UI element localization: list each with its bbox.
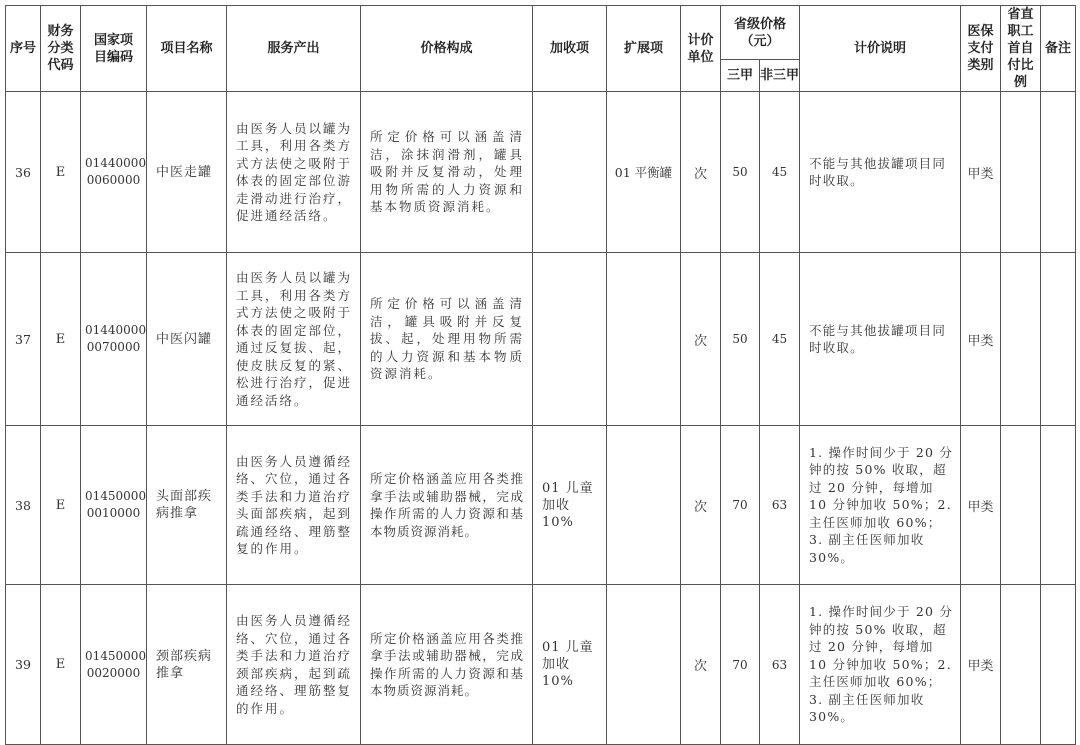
pricing-table — [5, 5, 1076, 745]
header-prov-price: 省级价格（元） — [721, 6, 800, 60]
header-unit: 计价单位 — [681, 6, 721, 92]
cell-surcharge — [533, 253, 607, 426]
cell-non-tier3a: 63 — [760, 426, 800, 585]
cell-surcharge: 01 儿童加收 10% — [533, 426, 607, 585]
cell-tier3a: 70 — [721, 426, 760, 585]
cell-self-pay — [1001, 585, 1041, 745]
header-fin-code: 财务分类代码 — [41, 6, 81, 92]
cell-unit: 次 — [681, 92, 721, 253]
cell-price-comp: 所定价格可以涵盖清洁，涂抹润滑剂，罐具吸附并反复滑动，处理用物所需的人力资源和基本物质资源消耗。 — [361, 92, 533, 253]
cell-non-tier3a: 45 — [760, 253, 800, 426]
cell-insurance: 甲类 — [961, 585, 1001, 745]
cell-fin-code: E — [41, 92, 81, 253]
cell-tier3a: 50 — [721, 92, 760, 253]
cell-insurance: 甲类 — [961, 253, 1001, 426]
cell-output: 由医务人员以罐为工具，利用各类方式方法使之吸附于体表的固定部位游走滑动进行治疗，促进通经活络。 — [227, 92, 361, 253]
cell-price-comp: 所定价格涵盖应用各类推拿手法或辅助器械，完成操作所需的人力资源和基本物质资源消耗。 — [361, 426, 533, 585]
cell-nat-code: 01450000 0010000 — [81, 426, 147, 585]
cell-seq: 37 — [6, 253, 41, 426]
cell-name: 头面部疾病推拿 — [147, 426, 227, 585]
header-remark: 备注 — [1041, 6, 1076, 92]
cell-extension — [607, 253, 681, 426]
header-insurance: 医保支付类别 — [961, 6, 1001, 92]
cell-output: 由医务人员遵循经络、穴位，通过各类手法和力道治疗头面部疾病，起到疏通经络、理筋整复的作用。 — [227, 426, 361, 585]
table-header — [6, 6, 1076, 92]
cell-nat-code: 01440000 0060000 — [81, 92, 147, 253]
cell-name: 中医走罐 — [147, 92, 227, 253]
cell-fin-code: E — [41, 253, 81, 426]
cell-price-comp: 所定价格涵盖应用各类推拿手法或辅助器械，完成操作所需的人力资源和基本物质资源消耗。 — [361, 585, 533, 745]
cell-output: 由医务人员以罐为工具，利用各类方式方法使之吸附于体表的固定部位，通过反复拔、起，使皮肤反复的紧、松进行治疗，促进通经活络。 — [227, 253, 361, 426]
cell-surcharge: 01 儿童加收 10% — [533, 585, 607, 745]
cell-pricing-note: 1. 操作时间少于 20 分钟的按 50% 收取，超过 20 分钟，每增加 10 分钟加收 50%；2. 主任医师加收 60%；3. 副主任医师加收 30%。 — [800, 426, 961, 585]
cell-insurance: 甲类 — [961, 426, 1001, 585]
cell-pricing-note: 1. 操作时间少于 20 分钟的按 50% 收取，超过 20 分钟，每增加 10 分钟加收 50%；2. 主任医师加收 60%；3. 副主任医师加收 30%。 — [800, 585, 961, 745]
cell-price-comp: 所定价格可以涵盖清洁，罐具吸附并反复拔、起，处理用物所需的人力资源和基本物质资源消耗。 — [361, 253, 533, 426]
cell-insurance: 甲类 — [961, 92, 1001, 253]
table-row — [6, 585, 1076, 745]
header-tier3a: 三甲 — [721, 60, 760, 92]
cell-name: 颈部疾病推拿 — [147, 585, 227, 745]
cell-name: 中医闪罐 — [147, 253, 227, 426]
cell-extension — [607, 585, 681, 745]
cell-remark — [1041, 426, 1076, 585]
cell-tier3a: 50 — [721, 253, 760, 426]
table-row — [6, 253, 1076, 426]
header-extension: 扩展项 — [607, 6, 681, 92]
cell-self-pay — [1001, 92, 1041, 253]
cell-extension: 01 平衡罐 — [607, 92, 681, 253]
cell-tier3a: 70 — [721, 585, 760, 745]
header-pricing-note: 计价说明 — [800, 6, 961, 92]
table-row — [6, 426, 1076, 585]
header-nat-code: 国家项目编码 — [81, 6, 147, 92]
header-price-comp: 价格构成 — [361, 6, 533, 92]
cell-unit: 次 — [681, 426, 721, 585]
cell-seq: 38 — [6, 426, 41, 585]
cell-seq: 36 — [6, 92, 41, 253]
cell-self-pay — [1001, 426, 1041, 585]
cell-non-tier3a: 45 — [760, 92, 800, 253]
header-name: 项目名称 — [147, 6, 227, 92]
header-output: 服务产出 — [227, 6, 361, 92]
cell-pricing-note: 不能与其他拔罐项目同时收取。 — [800, 92, 961, 253]
cell-extension — [607, 426, 681, 585]
cell-remark — [1041, 253, 1076, 426]
cell-remark — [1041, 92, 1076, 253]
cell-pricing-note: 不能与其他拔罐项目同时收取。 — [800, 253, 961, 426]
cell-unit: 次 — [681, 585, 721, 745]
cell-remark — [1041, 585, 1076, 745]
header-seq: 序号 — [6, 6, 41, 92]
header-non-tier3a: 非三甲 — [760, 60, 800, 92]
cell-fin-code: E — [41, 426, 81, 585]
table-row — [6, 92, 1076, 253]
cell-output: 由医务人员遵循经络、穴位，通过各类手法和力道治疗颈部疾病，起到疏通经络、理筋整复的作用。 — [227, 585, 361, 745]
cell-self-pay — [1001, 253, 1041, 426]
cell-non-tier3a: 63 — [760, 585, 800, 745]
cell-fin-code: E — [41, 585, 81, 745]
cell-surcharge — [533, 92, 607, 253]
header-surcharge: 加收项 — [533, 6, 607, 92]
cell-unit: 次 — [681, 253, 721, 426]
cell-nat-code: 01440000 0070000 — [81, 253, 147, 426]
cell-nat-code: 01450000 0020000 — [81, 585, 147, 745]
header-self-pay: 省直职工首自付比例 — [1001, 6, 1041, 92]
cell-seq: 39 — [6, 585, 41, 745]
